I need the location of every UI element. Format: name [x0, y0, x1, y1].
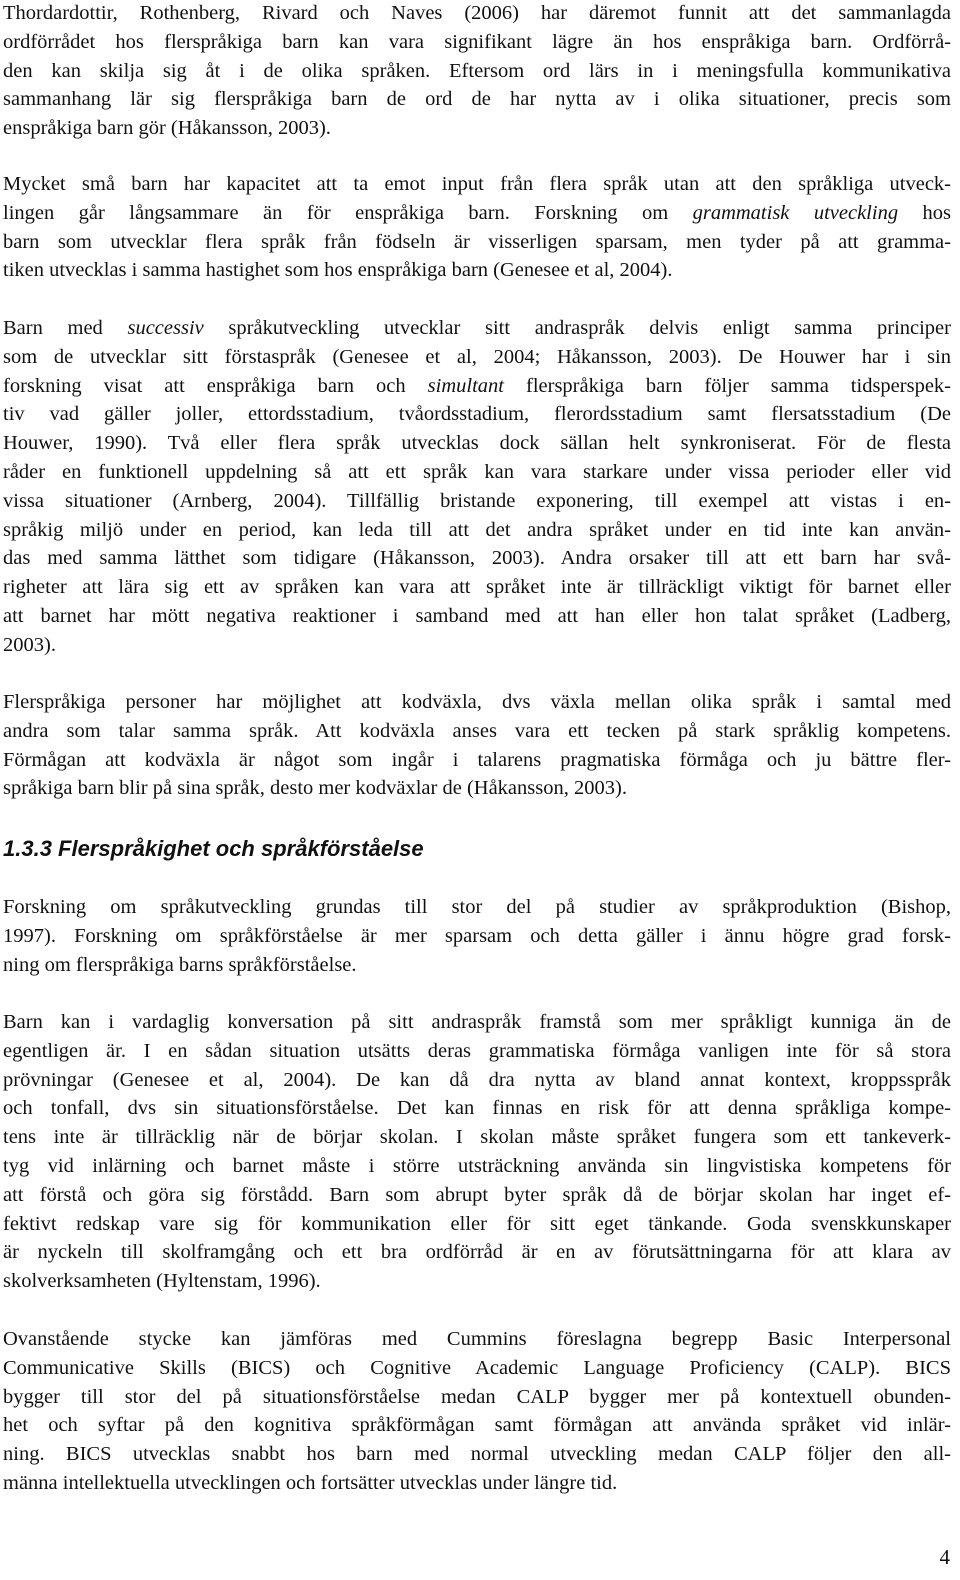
italic-term: successiv [127, 317, 204, 339]
text-run: den kan skilja sig åt i de olika språken. Eftersom ord lärs in i meningsfulla kommunikativa [3, 59, 951, 82]
text-run: bygger till stor del på situationsförståelse medan CALP bygger mer på kontextuell obunden- [3, 1385, 951, 1408]
text-run: ordförrådet hos flerspråkiga barn kan vara signifikant lägre än hos enspråkiga barn. Ordförrå- [3, 30, 951, 53]
text-run: tens inte är tillräcklig när de börjar skolan. I skolan måste språket fungera som ett tankeverk- [3, 1126, 951, 1149]
text-line [3, 717, 951, 746]
text-run: sammanhang lär sig flerspråkiga barn de ord de har nytta av i olika situationer, precis som [3, 88, 951, 111]
text-run: andra som talar samma språk. Att kodväxla anses vara ett tecken på stark språklig kompetens. [3, 719, 951, 742]
text-line [3, 429, 951, 458]
text-line [3, 314, 951, 343]
text-line [3, 516, 951, 545]
text-line [3, 199, 951, 228]
text-line [3, 1325, 951, 1354]
text-run: är nyckeln till skolframgång och ett bra ordförråd är en av förutsättningarna för att klara av [3, 1241, 951, 1264]
text-run: 1997). Forskning om språkförståelse är mer sparsam och detta gäller i ännu högre grad forsk- [3, 924, 951, 947]
text-line [3, 893, 951, 922]
text-line [3, 922, 951, 951]
text-line [3, 1469, 951, 1498]
text-run: forskning visat att enspråkiga barn och [3, 374, 428, 397]
text-run: fektivt redskap vare sig för kommunikation eller för sitt eget tänkande. Goda svenskkunskaper [3, 1212, 951, 1235]
text-line [3, 57, 951, 86]
text-run: männa intellektuella utvecklingen och fortsätter utvecklas under längre tid. [3, 1471, 618, 1494]
paragraph [3, 1325, 951, 1498]
text-run: tiken utvecklas i samma hastighet som hos enspråkiga barn (Genesee et al, 2004). [3, 259, 673, 282]
paragraph [3, 170, 951, 285]
text-run: flerspråkiga barn följer samma tidsperspek- [503, 374, 951, 397]
section-heading: 1.3.3 Flerspråkighet och språkförståelse [3, 836, 424, 861]
text-run: språkiga barn blir på sina språk, desto mer kodväxlar de (Håkansson, 2003). [3, 777, 627, 800]
text-run: språkutveckling utvecklar sitt andraspråk delvis enligt samma principer [203, 317, 951, 339]
text-run: Houwer, 1990). Två eller flera språk utvecklas dock sällan helt synkroniserat. För de flesta [3, 432, 951, 455]
text-line [3, 487, 951, 516]
text-run: Communicative Skills (BICS) och Cognitive Academic Language Proficiency (CALP). BICS [3, 1356, 951, 1379]
text-line [3, 1037, 951, 1066]
paragraph [3, 0, 951, 143]
text-run: Barn med [3, 317, 128, 339]
text-run: enspråkiga barn gör (Håkansson, 2003). [3, 117, 331, 140]
text-run: barn som utvecklar flera språk från födseln är visserligen sparsam, men tyder på att gramma- [3, 230, 951, 253]
text-line [3, 1383, 951, 1412]
text-run: vissa situationer (Arnberg, 2004). Tillfällig bristande exponering, till exempel att vistas i en- [3, 489, 951, 512]
paragraph [3, 893, 951, 979]
text-line [3, 85, 951, 114]
text-line [3, 1267, 951, 1296]
text-run: att barnet har mött negativa reaktioner i samband med att han eller hon talat språket (Ladberg, [3, 604, 951, 627]
text-line [3, 372, 951, 401]
text-run: som de utvecklar sitt förstaspråk (Genesee et al, 2004; Håkansson, 2003). De Houwer har i sin [3, 345, 951, 368]
text-line [3, 28, 951, 57]
text-line [3, 170, 951, 199]
text-line [3, 343, 951, 372]
text-line [3, 1008, 951, 1037]
text-line [3, 746, 951, 775]
text-run: råder en funktionell uppdelning så att ett språk kan vara starkare under vissa perioder eller vid [3, 460, 951, 483]
text-line [3, 114, 951, 143]
text-run: Forskning om språkutveckling grundas till stor del på studier av språkproduktion (Bishop, [3, 896, 951, 918]
text-line [3, 951, 951, 980]
text-line [3, 573, 951, 602]
text-run: språkig miljö under en period, kan leda till att det andra språket under en tid inte kan använ- [3, 518, 951, 541]
text-run: tiv vad gäller joller, ettordsstadium, tvåordsstadium, flerordsstadium samt flersatsstadium (De [3, 403, 951, 426]
italic-term: grammatisk utveckling [692, 201, 899, 224]
text-run: lingen går långsammare än för enspråkiga barn. Forskning om [3, 201, 693, 224]
text-run: het och syftar på den kognitiva språkförmågan samt förmågan att använda språket vid inlär- [3, 1414, 951, 1437]
text-run: Thordardottir, Rothenberg, Rivard och Naves (2006) har däremot funnit att det sammanlagda [3, 2, 951, 24]
text-line [3, 1440, 951, 1469]
text-run: att förstå och göra sig förstådd. Barn som abrupt byter språk då de börjar skolan har inget ef- [3, 1183, 951, 1206]
text-run: ning om flerspråkiga barns språkförståelse. [3, 953, 357, 976]
page-number: 4 [939, 1545, 950, 1569]
text-run: prövningar (Genesee et al, 2004). De kan då dra nytta av bland annat kontext, kroppsspråk [3, 1068, 951, 1091]
text-line [3, 1354, 951, 1383]
text-run: righeter att lära sig ett av språken kan vara att språket inte är tillräckligt viktigt för barnet eller [3, 576, 951, 599]
text-run: ning. BICS utvecklas snabbt hos barn med normal utveckling medan CALP följer den all- [3, 1443, 951, 1466]
text-line [3, 602, 951, 631]
paragraph [3, 1008, 951, 1296]
text-line [3, 400, 951, 429]
text-run: Barn kan i vardaglig konversation på sitt andraspråk framstå som mer språkligt kunniga än de [3, 1011, 951, 1033]
text-run: Förmågan att kodväxla är något som ingår i talarens pragmatiska förmåga och ju bättre fler- [3, 748, 951, 771]
text-run: och tonfall, dvs sin situationsförståelse. Det kan finnas en risk för att denna språkliga kompe- [3, 1097, 951, 1120]
text-run: tyg vid inlärning och barnet måste i större utsträckning använda sin lingvistiska kompetens för [3, 1154, 951, 1177]
text-line [3, 0, 951, 28]
text-run: Flerspråkiga personer har möjlighet att kodväxla, dvs växla mellan olika språk i samtal med [3, 691, 951, 713]
text-run: das med samma lätthet som tidigare (Håkansson, 2003). Andra orsaker till att ett barn har svå- [3, 547, 951, 570]
text-line [3, 1066, 951, 1095]
text-run: Ovanstående stycke kan jämföras med Cummins föreslagna begrepp Basic Interpersonal [3, 1328, 951, 1350]
text-run: Mycket små barn har kapacitet att ta emot input från flera språk utan att den språkliga utveck- [3, 173, 951, 195]
text-line [3, 256, 951, 285]
italic-term: simultant [427, 374, 504, 397]
text-line [3, 1152, 951, 1181]
text-line [3, 1210, 951, 1239]
text-line [3, 774, 951, 803]
paragraph [3, 314, 951, 660]
text-line [3, 631, 951, 660]
text-run: hos [898, 201, 951, 224]
text-line [3, 1411, 951, 1440]
text-run: 2003). [3, 633, 56, 656]
paragraph [3, 688, 951, 803]
text-line [3, 1181, 951, 1210]
text-line [3, 458, 951, 487]
text-run: skolverksamheten (Hyltenstam, 1996). [3, 1270, 321, 1293]
text-line [3, 1238, 951, 1267]
text-line [3, 688, 951, 717]
text-line [3, 1094, 951, 1123]
text-run: egentligen är. I en sådan situation utsätts deras grammatiska förmåga vanligen inte för så stora [3, 1039, 951, 1062]
text-line [3, 228, 951, 257]
text-line [3, 544, 951, 573]
text-line [3, 1123, 951, 1152]
